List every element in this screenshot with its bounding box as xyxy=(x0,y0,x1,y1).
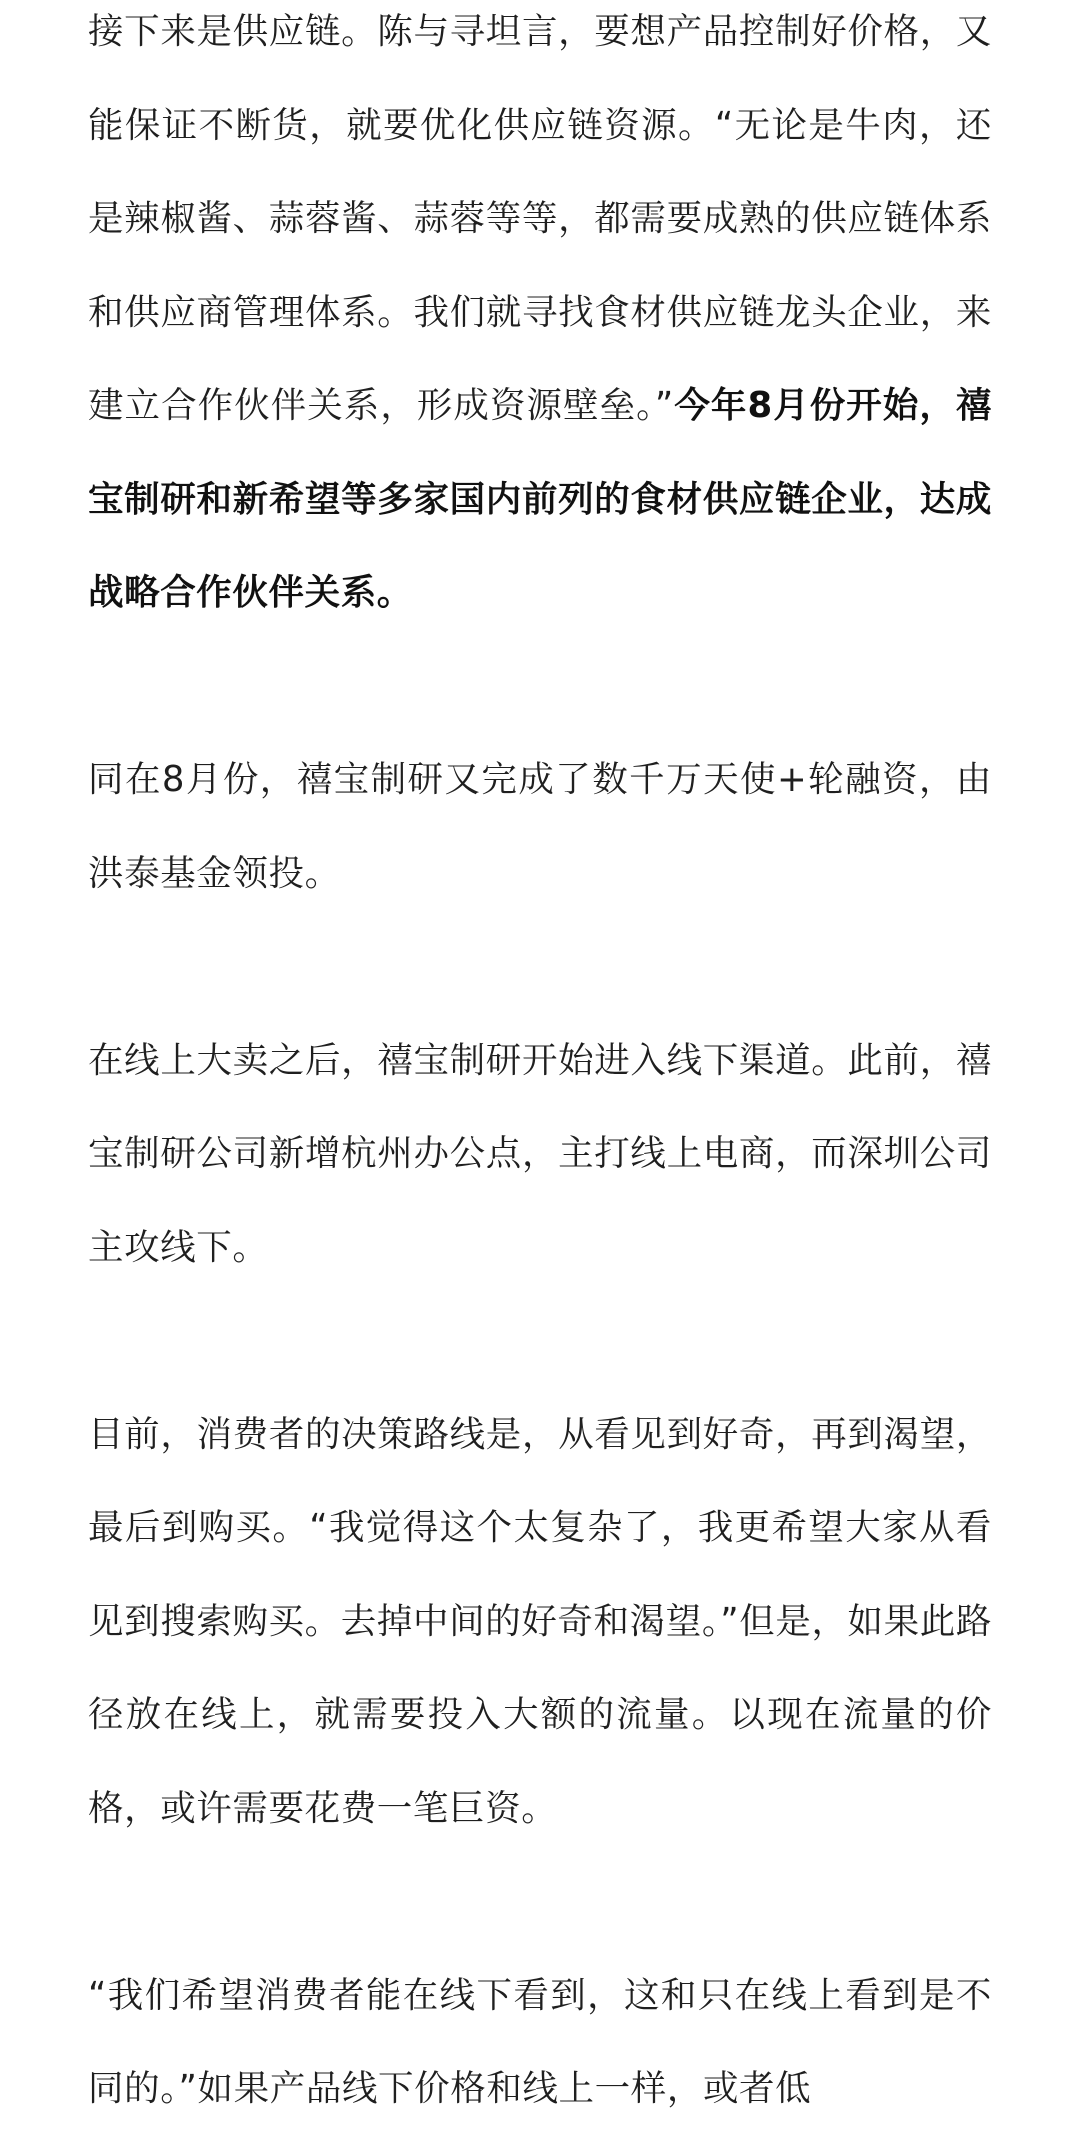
paragraph-offline-visibility xyxy=(88,1949,992,2136)
paragraph-offline-channel xyxy=(88,1014,992,1295)
paragraph-text: 在线上大卖之后，禧宝制研开始进入线下渠道。此前，禧宝制研公司新增杭州办公点，主打线上电商，而深圳公司主攻线下。 xyxy=(88,1039,992,1268)
paragraph-bold-text: 今年8月份开始，禧宝制研和新希望等多家国内前列的食材供应链企业，达成战略合作伙伴关系。 xyxy=(88,385,993,613)
paragraph-funding xyxy=(88,733,992,920)
article-body xyxy=(88,0,992,2136)
paragraph-text: 接下来是供应链。陈与寻坦言，要想产品控制好价格，又能保证不断货，就要优化供应链资源。“无论是牛肉，还是辣椒酱、蒜蓉酱、蒜蓉等等，都需要成熟的供应链体系和供应商管理体系。我们就寻找食材供应链龙头企业，来建立合作伙伴关系，形成资源壁垒。” xyxy=(88,11,992,426)
paragraph-text: 同在8月份，禧宝制研又完成了数千万天使+轮融资，由洪泰基金领投。 xyxy=(88,759,992,894)
paragraph-consumer-path xyxy=(88,1388,992,1856)
paragraph-text: “我们希望消费者能在线下看到，这和只在线上看到是不同的。”如果产品线下价格和线上一样，或者低 xyxy=(88,1974,992,2109)
paragraph-text: 目前，消费者的决策路线是，从看见到好奇，再到渴望，最后到购买。“我觉得这个太复杂了，我更希望大家从看见到搜索购买。去掉中间的好奇和渴望。”但是，如果此路径放在线上，就需要投入大额的流量。以现在流量的价格，或许需要花费一笔巨资。 xyxy=(88,1413,992,1829)
paragraph-supply-chain xyxy=(88,0,992,640)
